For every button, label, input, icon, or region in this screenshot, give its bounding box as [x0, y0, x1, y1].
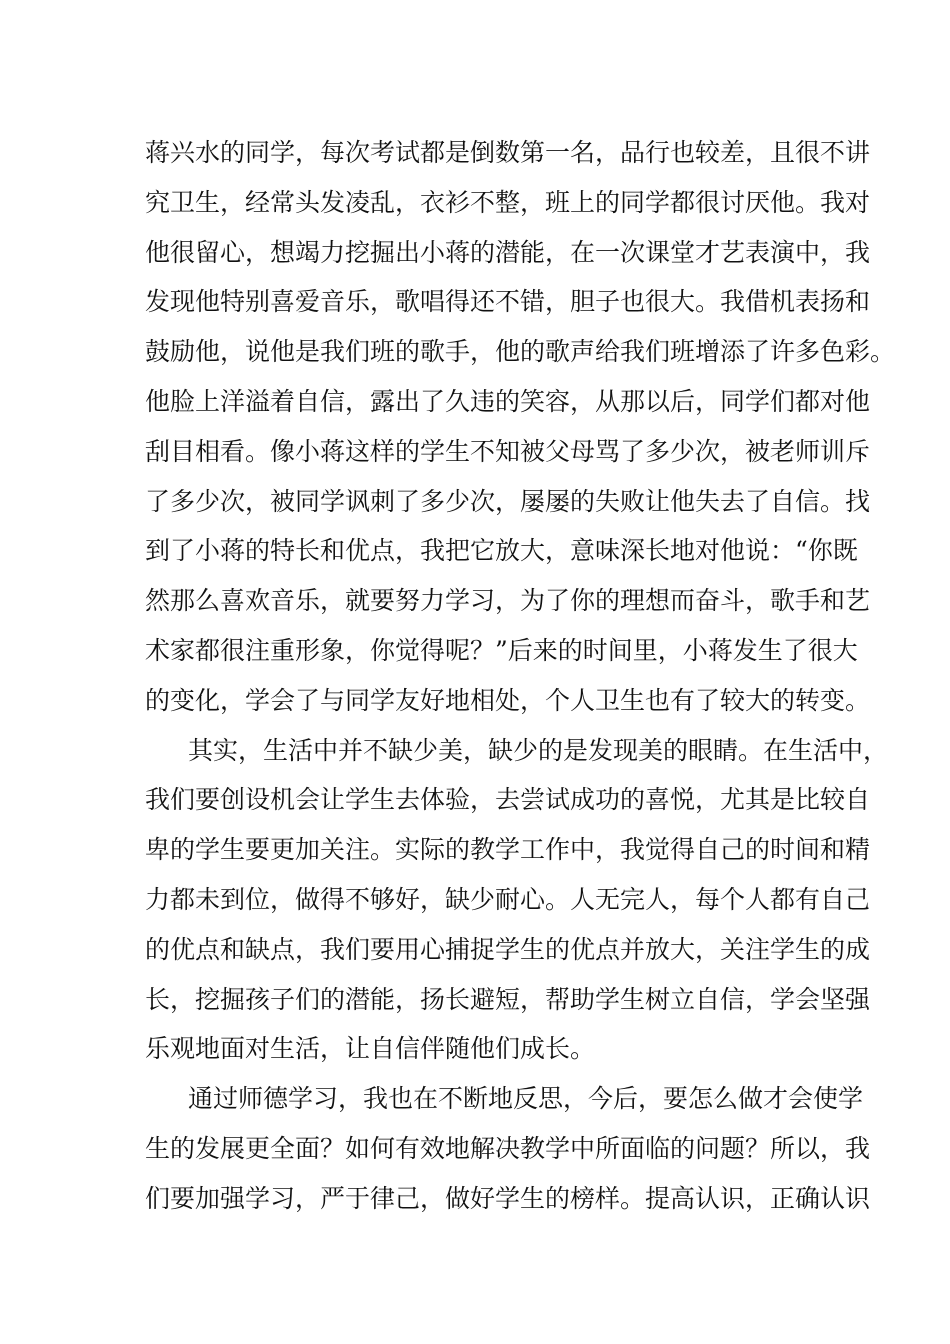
text-line: 长，挖掘孩子们的潜能，扬长避短，帮助学生树立自信，学会坚强 — [145, 984, 871, 1014]
text-line: 他很留心，想竭力挖掘出小蒋的潜能，在一次课堂才艺表演中，我 — [145, 237, 871, 267]
paragraph-2 — [145, 726, 889, 1075]
text-line: 的变化，学会了与同学友好地相处，个人卫生也有了较大的转变。 — [145, 685, 871, 715]
document-body — [145, 128, 896, 1224]
text-line: 们要加强学习，严于律己，做好学生的榜样。提高认识，正确认识 — [145, 1183, 871, 1213]
text-line: 然那么喜欢音乐，就要努力学习，为了你的理想而奋斗，歌手和艺 — [145, 586, 871, 616]
text-line: 生的发展更全面？如何有效地解决教学中所面临的问题？所以，我 — [145, 1133, 871, 1163]
text-line: 发现他特别喜爱音乐，歌唱得还不错，胆子也很大。我借机表扬和 — [145, 287, 871, 317]
text-line-indented: 通过师德学习，我也在不断地反思，今后，要怎么做才会使学 — [188, 1084, 864, 1114]
text-line: 他脸上洋溢着自信，露出了久违的笑容，从那以后，同学们都对他 — [145, 386, 871, 416]
paragraph-3 — [145, 1074, 871, 1223]
text-line: 的优点和缺点，我们要用心捕捉学生的优点并放大，关注学生的成 — [145, 934, 871, 964]
text-line: 究卫生，经常头发凌乱，衣衫不整，班上的同学都很讨厌他。我对 — [145, 187, 871, 217]
text-line: 卑的学生要更加关注。实际的教学工作中，我觉得自己的时间和精 — [145, 835, 871, 865]
text-line: 刮目相看。像小蒋这样的学生不知被父母骂了多少次，被老师训斥 — [145, 436, 871, 466]
text-line: 鼓励他，说他是我们班的歌手，他的歌声给我们班增添了许多色彩。 — [145, 337, 896, 367]
text-line: 到了小蒋的特长和优点，我把它放大，意味深长地对他说：“你既 — [145, 536, 858, 566]
text-line: 术家都很注重形象，你觉得呢？”后来的时间里，小蒋发生了很大 — [145, 635, 858, 665]
paragraph-1 — [145, 128, 896, 726]
text-line: 了多少次，被同学讽刺了多少次，屡屡的失败让他失去了自信。找 — [145, 486, 871, 516]
text-line: 蒋兴水的同学，每次考试都是倒数第一名，品行也较差，且很不讲 — [145, 138, 871, 167]
text-line: 我们要创设机会让学生去体验，去尝试成功的喜悦，尤其是比较自 — [145, 785, 871, 815]
text-line: 力都未到位，做得不够好，缺少耐心。人无完人，每个人都有自己 — [145, 884, 871, 914]
text-line-indented: 其实，生活中并不缺少美，缺少的是发现美的眼睛。在生活中， — [188, 735, 889, 765]
text-line: 乐观地面对生活，让自信伴随他们成长。 — [145, 1034, 596, 1064]
